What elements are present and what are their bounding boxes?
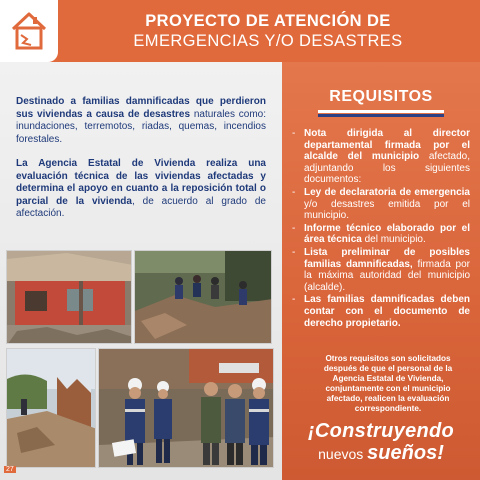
requirement-rest: firmada por la máxima autoridad del municipio (alcalde).: [304, 258, 470, 293]
page-title: PROYECTO DE ATENCIÓN DE: [145, 12, 391, 30]
intro-2-bold: La Agencia Estatal de Vivienda realiza una evaluación técnica de las viviendas afectadas y determina el apoyo en cuanto a la reposición total o parcial de la vivienda: [16, 158, 266, 207]
intro-1-bold: Destinado a familias damnificadas que perdieron sus viviendas a causa de desastres: [16, 96, 266, 120]
photo-people-rubble: [134, 250, 272, 344]
requirement-rest: del municipio.: [361, 234, 426, 246]
requirement-bold: Nota dirigida al director departamental firmada por el alcalde del municipio: [304, 128, 470, 163]
requirements-note: Otros requisitos son solicitados después de que el personal de la Agencia Estatal de Vivienda, conjuntamente con el municipio afectado, realicen la evaluación correspondiente.: [323, 354, 453, 413]
page-subtitle: EMERGENCIAS Y/O DESASTRES: [133, 32, 403, 50]
title-underline-blue: [318, 114, 444, 117]
slogan-line-2: [282, 442, 480, 465]
requirement-bold: Lista preliminar de posibles familias damnificadas,: [304, 246, 470, 270]
intro-paragraph-1: [16, 96, 266, 146]
requirement-bold: Informe técnico elaborado por el área técnica: [304, 222, 470, 246]
intro-2-rest: , de acuerdo al grado de afectación.: [16, 195, 266, 219]
requirement-rest: y/o desastres emitida por el municipio.: [304, 198, 470, 222]
requirements-panel: [282, 62, 480, 480]
house-alert-icon: [9, 9, 49, 53]
requirement-item: [290, 223, 470, 246]
requirements-list: [290, 128, 470, 330]
slogan-line-1: ¡Construyendo: [307, 420, 455, 442]
intro-1-rest: naturales como: inundaciones, terremotos, riadas, quemas, incendios forestales.: [16, 108, 266, 145]
page-header: [0, 0, 480, 62]
slogan-big: sueños!: [367, 442, 444, 464]
requirement-item: [290, 128, 470, 186]
photo-damaged-house: [6, 250, 132, 344]
photo-collapsed-wall: [6, 348, 96, 468]
title-underline-white: [318, 110, 444, 113]
logo: [0, 0, 58, 62]
requirement-item: [290, 187, 470, 222]
requirement-rest: afectado, adjuntando los siguientes documentos:: [304, 151, 471, 186]
photo-technical-team: [98, 348, 274, 468]
requirement-bold: Ley de declaratoria de emergencia: [304, 186, 470, 198]
intro-paragraph-2: [16, 158, 266, 221]
slogan-small: nuevos: [318, 446, 368, 462]
requirements-title: REQUISITOS: [329, 88, 433, 105]
page-number: 27: [6, 466, 14, 473]
requirement-bold: Las familias damnificadas deben contar con el documento de derecho propietario.: [304, 294, 470, 329]
requirement-item: [290, 247, 470, 293]
requirement-item: [290, 294, 470, 329]
